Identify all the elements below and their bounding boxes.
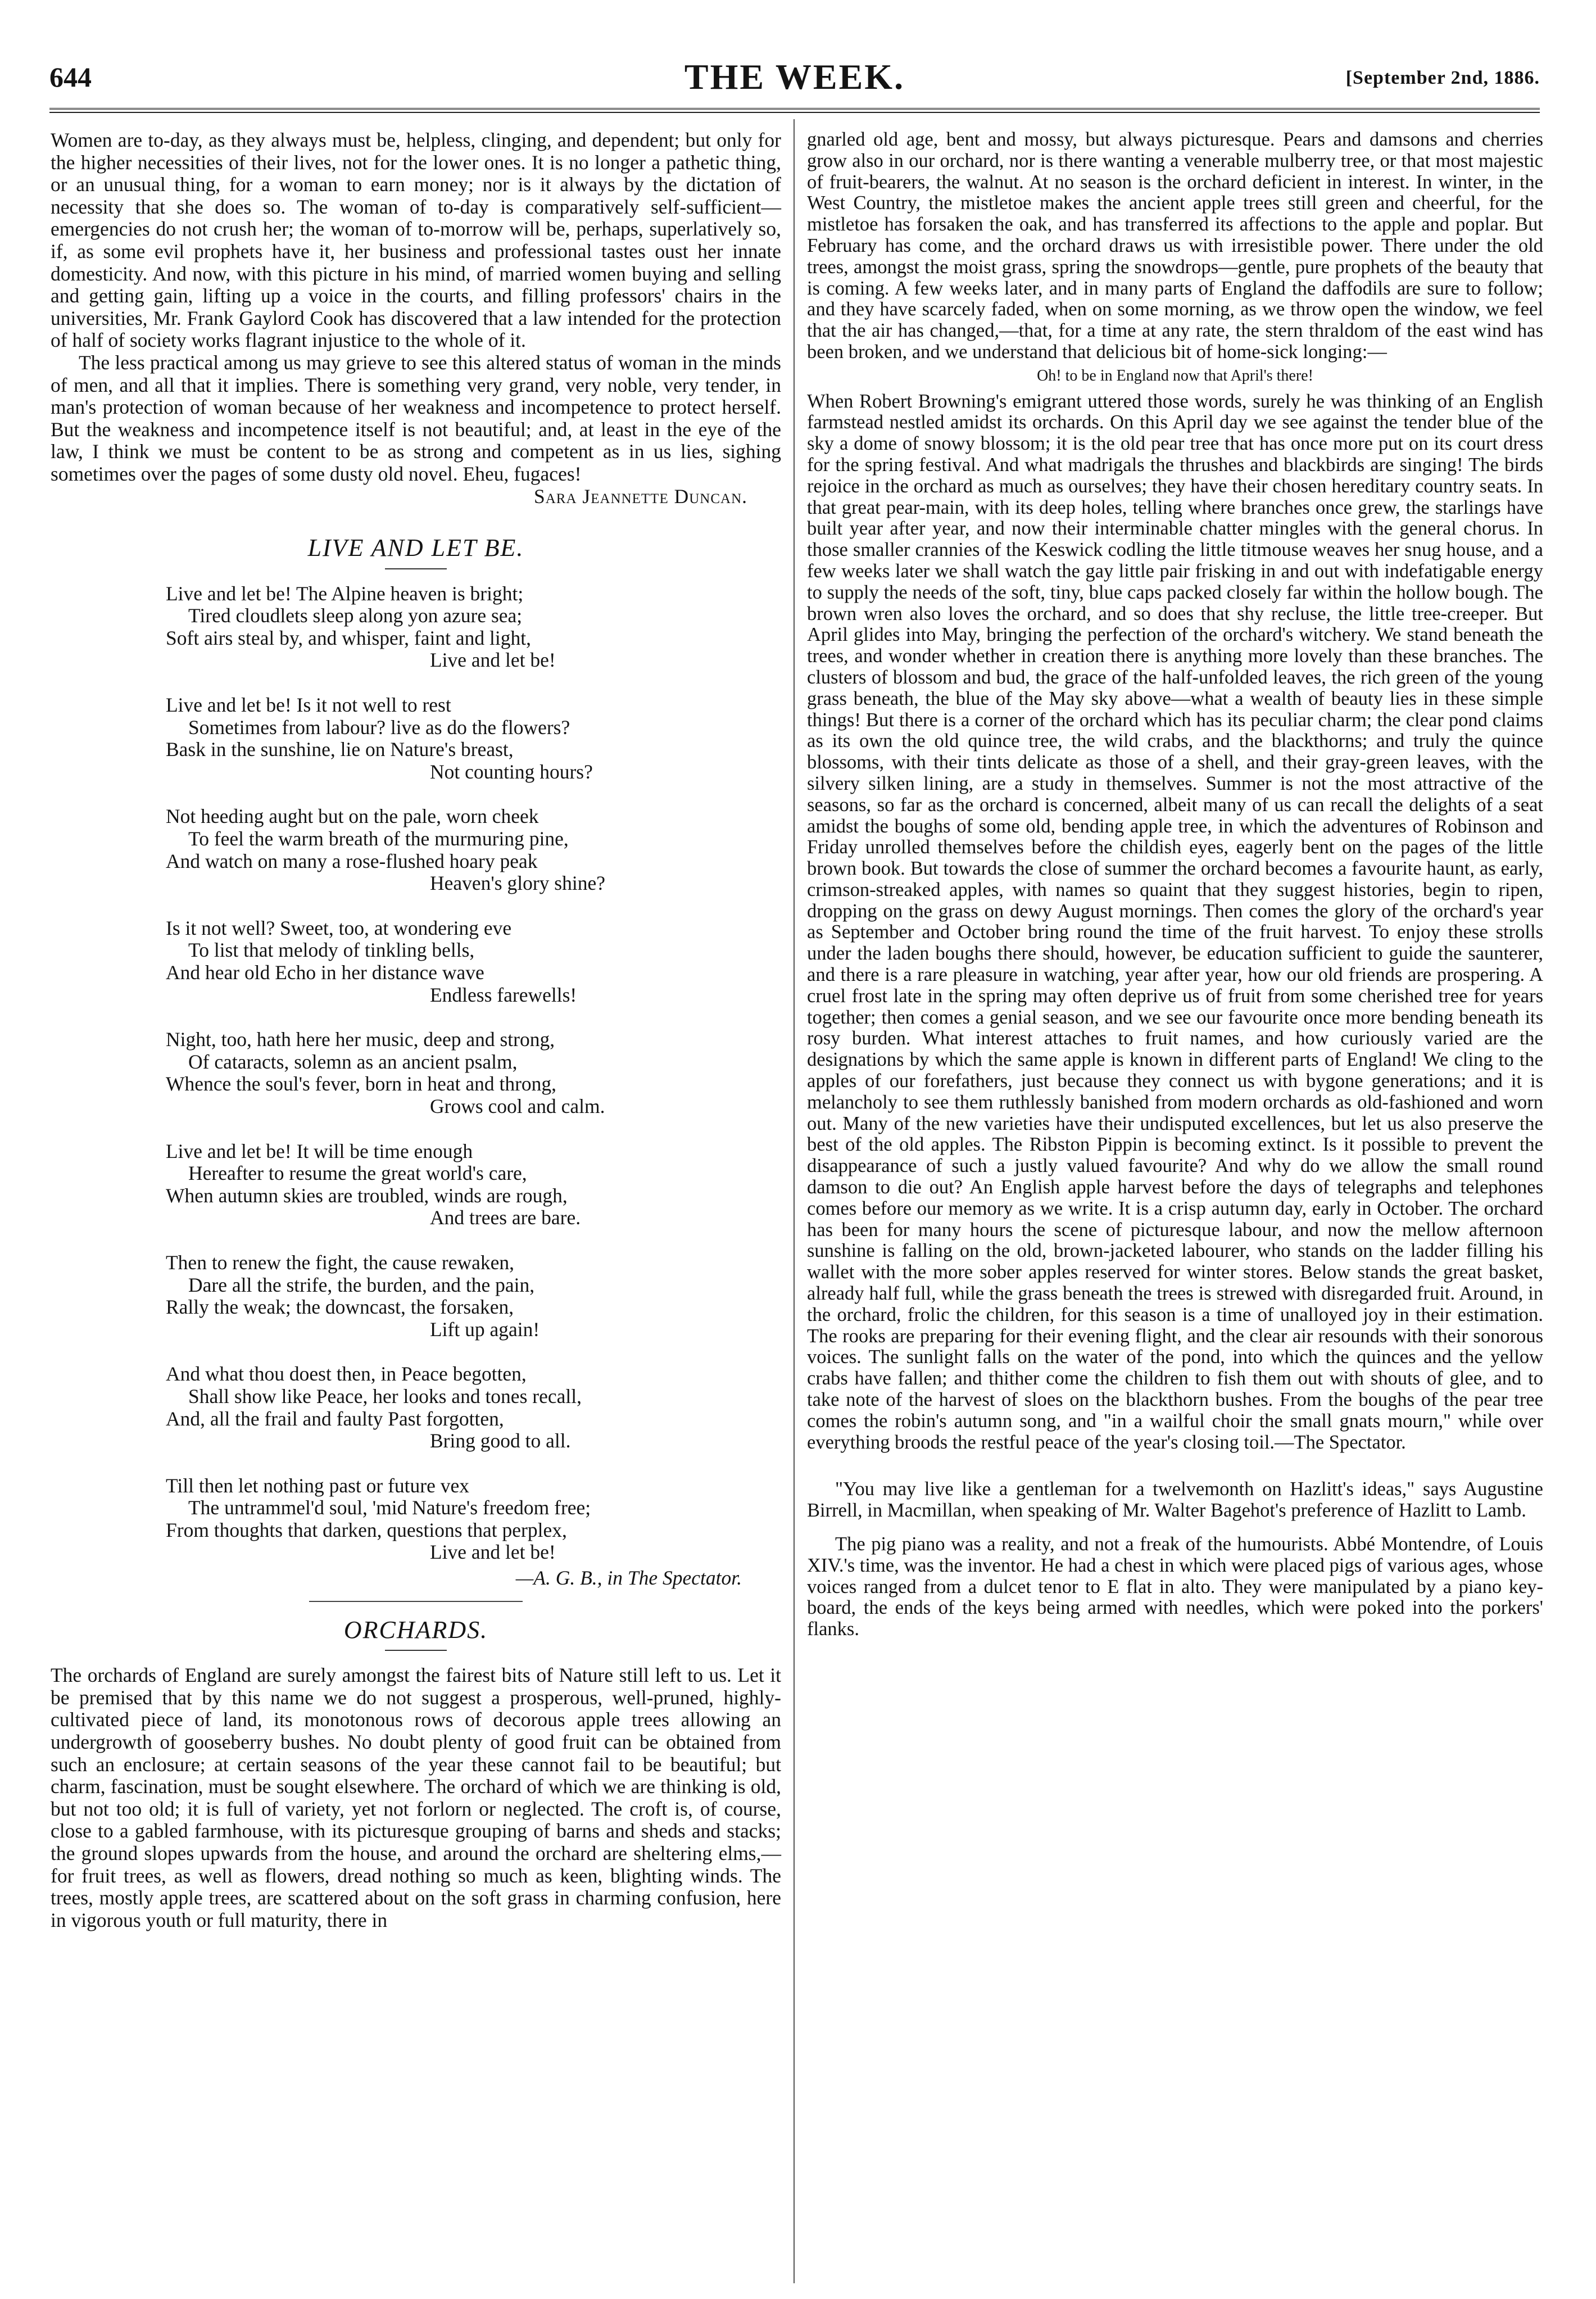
orchards-continuation: When Robert Browning's emigrant uttered those words, surely he was thinking of an English farmstead nestled amidst its orchards. On this April day we see against the tender blue of the sky a dome of snowy blossom; it is the old pear tree that has once more put on its court dress for the spring festival. And what madrigals the thrushes and blackbirds are singing! The birds rejoice in the orchard as much as ourselves; they have their chosen hereditary country seats. In that great pear-main, with its deep holes, telling where branches once grew, the starlings have built year after year, and now their interminable chatter mingles with the general chorus. In those smaller crannies of the Keswick codling the little titmouse weaves her snug house, and a few weeks later we shall watch the gay little pair frisking in and out with indefatigable energy to supply the needs of the soft, tiny, blue caps packed closely far within the hollow bough. The brown wren also loves the orchard, and so does that shy recluse, the little tree-creeper. But April glides into May, bringing the perfection of the orchard's witchery. We stand beneath the trees, and wonder whether in creation there is anything more lovely than these branches. The clusters of blossom and bud, the grace of the half-unfolded leaves, the rich green of the young grass beneath, the blue of the May sky above—what a wealth of beauty lies in these simple things! But there is a corner of the orchard which has its peculiar charm; the clear pond claims as its own the old quince tree, the wild crabs, and the blackthorns; and truly the quince blossoms, with their tints delicate as those of a shell, and their gray-green leaves, with the silvery silken lining, are a study in themselves. Summer is not the most attractive of the seasons, so far as the orchard is concerned, albeit many of us can recall the delights of a seat amidst the boughs of some old, bending apple tree, in which the adventures of Robinson and Friday unrolled themselves before the childish eyes, eagerly bent on the pages of the little brown book. But towards the close of summer the orchard becomes a favourite haunt, as early, crimson-streaked apples, with names so quaint that they suggest histories, begin to ripen, dropping on the grass on dewy August mornings. Then comes the glory of the orchard's year as September and October bring round the time of the fruit harvest. To enjoy these strolls under the laden boughs there should, however, be education sufficient to guide the saunterer, and there is a rare pleasure in watching, year after year, how our old friends are prospering. A cruel frost late in the spring may often deprive us of fruit from some cherished tree for years together; then comes a genial season, and we see our favourite once more bending beneath its rosy burden. What interest attaches to fruit names, and how curiously varied are the designations by which the same apple is known in different parts of England! We cling to the apples of our forefathers, just because they connect us with bygone generations; and it is melancholy to see them ruthlessly banished from modern orchards as old-fashioned and worn out. Many of the new varieties have their undisputed excellences, but let us also preserve the best of the old apples. The Ribston Pippin is becoming extinct. Is it possible to prevent the disappearance of such a justly valued favourite? And why do we allow the small round damson to die out? An English apple harvest before the days of telegraphs and telephones comes before our memory as we write. It is a crisp autumn day, early in October. The orchard has been for many hours the scene of picturesque labour, and now the mellow afternoon sunshine is falling on the old, brown-jacketed labourer, who stands on the ladder filling his wallet with the more sober apples reserved for winter stores. Below stands the great basket, already half full, while the grass beneath the trees is strewed with disregarded fruit. Around, in the orchard, frolic the children, for this season is a time of unalloyed joy in their estimation. The rooks are preparing for their evening flight, and the clear air resounds with their sonorous voices. The sunlight falls on the water of the pond, into which the quinces and the yellow crabs have fallen; and thither come the children to fish them out with shouts of glee, and to take note of the harvest of sloes on the blackthorn bushes. From the boughs of the pear tree comes the robin's autumn song, and "in a wailful choir the small gnats mourn," while over everything broods the restful peace of the year's closing toil.—The Spectator.	[807, 390, 1543, 1453]
poem-stanza	[166, 917, 728, 1006]
right-column	[807, 129, 1543, 1640]
poem-stanza	[166, 1252, 728, 1341]
title-rule	[385, 568, 447, 569]
poem-line: Then to renew the fight, the cause rewaken,	[166, 1251, 515, 1274]
poem-line: Night, too, hath here her music, deep and strong,	[166, 1028, 555, 1051]
poem-line: To feel the warm breath of the murmuring pine,	[188, 827, 569, 850]
poem-stanza	[166, 1475, 728, 1564]
poem-line: Bask in the sunshine, lie on Nature's breast,	[166, 738, 514, 761]
poem-line: The untrammel'd soul, 'mid Nature's freedom free;	[188, 1496, 591, 1519]
orchards-paragraph: The orchards of England are surely amongst the fairest bits of Nature still left to us. Let it be premised that by this name we do not suggest a prosperous, well-pruned, highly-cultivated piece of land, its monotonous rows of decorous apple trees allowing an undergrowth of gooseberry bushes. No doubt plenty of good fruit can be obtained from such an enclosure; at certain seasons of the year these cannot fail to be beautiful; but charm, fascination, must be sought elsewhere. The orchard of which we are thinking is old, but not too old; it is full of variety, yet not forlorn or neglected. The croft is, of course, close to a gabled farmhouse, with its picturesque grouping of barns and sheds and stacks; the ground slopes upwards from the house, and around the orchard are sheltering elms,—for fruit trees, as well as flowers, dread nothing so much as keen, blighting winds. The trees, mostly apple trees, are scattered about on the soft grass in charming confusion, here in vigorous youth or full maturity, there in	[51, 1664, 781, 1931]
poem-line: Till then let nothing past or future vex	[166, 1474, 470, 1497]
poem-credit: —A. G. B., in The Spectator.	[515, 1567, 742, 1590]
poem-line: Whence the soul's fever, born in heat and throng,	[166, 1072, 557, 1096]
poem-line: And hear old Echo in her distance wave	[166, 961, 484, 984]
poem-line: Hereafter to resume the great world's care,	[188, 1162, 527, 1185]
column-divider	[794, 119, 795, 2283]
spacer	[807, 1522, 1543, 1534]
pig-piano-note: The pig piano was a reality, and not a freak of the humourists. Abbé Montendre, of Louis XIV.'s time, was the inventor. He had a chest in which were placed pigs of various ages, whose voices ranged from a dulcet tenor to E flat in alto. They were manipulated by a piano key-board, the ends of the keys being armed with needles, which were poked into the porkers' flanks.	[807, 1533, 1543, 1640]
spacer	[807, 1453, 1543, 1479]
poem-line: Live and let be! It will be time enough	[166, 1139, 473, 1162]
poem-line: And watch on many a rose-flushed hoary peak	[166, 849, 538, 872]
poem-line: Dare all the strife, the burden, and the pain,	[188, 1273, 535, 1296]
poem-stanza	[166, 1363, 728, 1452]
poem-line: Heaven's glory shine?	[430, 872, 605, 895]
poem-stanza	[166, 1141, 728, 1229]
poem-line: And what thou doest then, in Peace begotten,	[166, 1363, 527, 1386]
orchards-title: ORCHARDS.	[343, 1615, 488, 1644]
article-paragraph: Women are to-day, as they always must be, helpless, clinging, and dependent; but only for the higher necessities of their lives, not for the lower ones. It is no longer a pathetic thing, or an unusual thing, for a woman to earn money; nor is it always by the dictation of necessity that she does so. The woman of to-day is comparatively self-sufficient—emergencies do not crush her; the woman of to-morrow will be, perhaps, superlatively so, if, as some evil prophets have it, her business and professional tastes oust her innate domesticity. And now, with this picture in his mind, of married women buying and selling and getting gain, lifting up a voice in the courts, and filling professors' chairs in the universities, Mr. Frank Gaylord Cook has discovered that a law intended for the protection of half of society works flagrant injustice to the whole of it.	[51, 129, 781, 352]
poem-title: LIVE AND LET BE.	[307, 534, 524, 562]
poem-line: Live and let be!	[430, 1541, 556, 1564]
article-paragraph: The less practical among us may grieve to see this altered status of woman in the minds of men, and all that it implies. There is something very grand, very noble, very tender, in man's protection of woman because of her weakness and incompetence to protect herself. But the weakness and incompetence itself is not beautiful; and, at least in the eye of the law, I think we must be content to be as strong and competent as in us lies, sighing sometimes over the pages of some dusty old novel. Eheu, fugaces!	[51, 351, 781, 485]
hazlitt-note: "You may live like a gentleman for a twelvemonth on Hazlitt's ideas," says Augustine Birrell, in Macmillan, when speaking of Mr. Walter Bagehot's preference of Hazlitt to Lamb.	[807, 1478, 1543, 1522]
poem-line: Sometimes from labour? live as do the flowers?	[188, 716, 570, 739]
page-number: 644	[49, 61, 92, 93]
journal-title: THE WEEK.	[684, 57, 905, 97]
poem-line: Lift up again!	[430, 1318, 540, 1341]
poem-stanza	[166, 1029, 728, 1117]
poem-stanza	[166, 805, 728, 894]
poem-stanza	[166, 583, 728, 672]
issue-date: [September 2nd, 1886.	[1345, 67, 1540, 88]
poem-line: Is it not well? Sweet, too, at wondering eve	[166, 916, 512, 939]
poem-line: Not heeding aught but on the pale, worn cheek	[166, 805, 539, 828]
section-rule	[309, 1601, 523, 1602]
poem-line: Shall show like Peace, her looks and tones recall,	[188, 1384, 582, 1408]
poem-line: And, all the frail and faulty Past forgotten,	[166, 1407, 504, 1430]
poem-line: Endless farewells!	[430, 983, 577, 1006]
browning-quote: Oh! to be in England now that April's there!	[1037, 366, 1313, 384]
page-header	[49, 57, 1540, 100]
poem-line: Tired cloudlets sleep along yon azure sea;	[188, 604, 523, 627]
poem-line: Rally the weak; the downcast, the forsaken,	[166, 1296, 514, 1319]
left-column	[51, 129, 781, 1931]
orchards-continuation: gnarled old age, bent and mossy, but always picturesque. Pears and damsons and cherries grow also in our orchard, nor is there wanting a venerable mulberry tree, or that most majestic of fruit-bearers, the walnut. At no season is the orchard deficient in interest. In winter, in the West Country, the mistletoe makes the ancient apple trees still green and cheerful, for the mistletoe has forsaken the oak, and has transferred its affections to the apple and poplar. But February has come, and the orchard draws us with irresistible power. There under the old trees, amongst the moist grass, spring the snowdrops—gentle, pure prophets of the beauty that is coming. A few weeks later, and in many parts of England the daffodils are sure to follow; and they have scarcely faded, when on some morning, as we throw open the window, we feel that the air has changed,—that, for a time at any rate, the stern thraldom of the east wind has been broken, and we understand that delicious bit of home-sick longing:—	[807, 129, 1543, 363]
poem-line: And trees are bare.	[430, 1206, 581, 1229]
poem-stanza	[166, 694, 728, 783]
poem	[166, 583, 728, 1564]
poem-line: Not counting hours?	[430, 760, 593, 783]
poem-line: Live and let be! The Alpine heaven is bright;	[166, 582, 524, 605]
header-rule	[49, 108, 1540, 113]
poem-line: Grows cool and calm.	[430, 1094, 605, 1117]
poem-line: When autumn skies are troubled, winds are rough,	[166, 1184, 568, 1207]
title-rule	[385, 1650, 447, 1651]
poem-line: Bring good to all.	[430, 1429, 571, 1452]
author-signature: Sara Jeannette Duncan.	[533, 485, 747, 508]
poem-line: Live and let be! Is it not well to rest	[166, 694, 451, 717]
poem-line: From thoughts that darken, questions that perplex,	[166, 1518, 567, 1541]
poem-line: Of cataracts, solemn as an ancient psalm,	[188, 1050, 518, 1073]
poem-line: Soft airs steal by, and whisper, faint and light,	[166, 626, 531, 649]
poem-line: To list that melody of tinkling bells,	[188, 939, 475, 962]
poem-line: Live and let be!	[430, 649, 556, 672]
